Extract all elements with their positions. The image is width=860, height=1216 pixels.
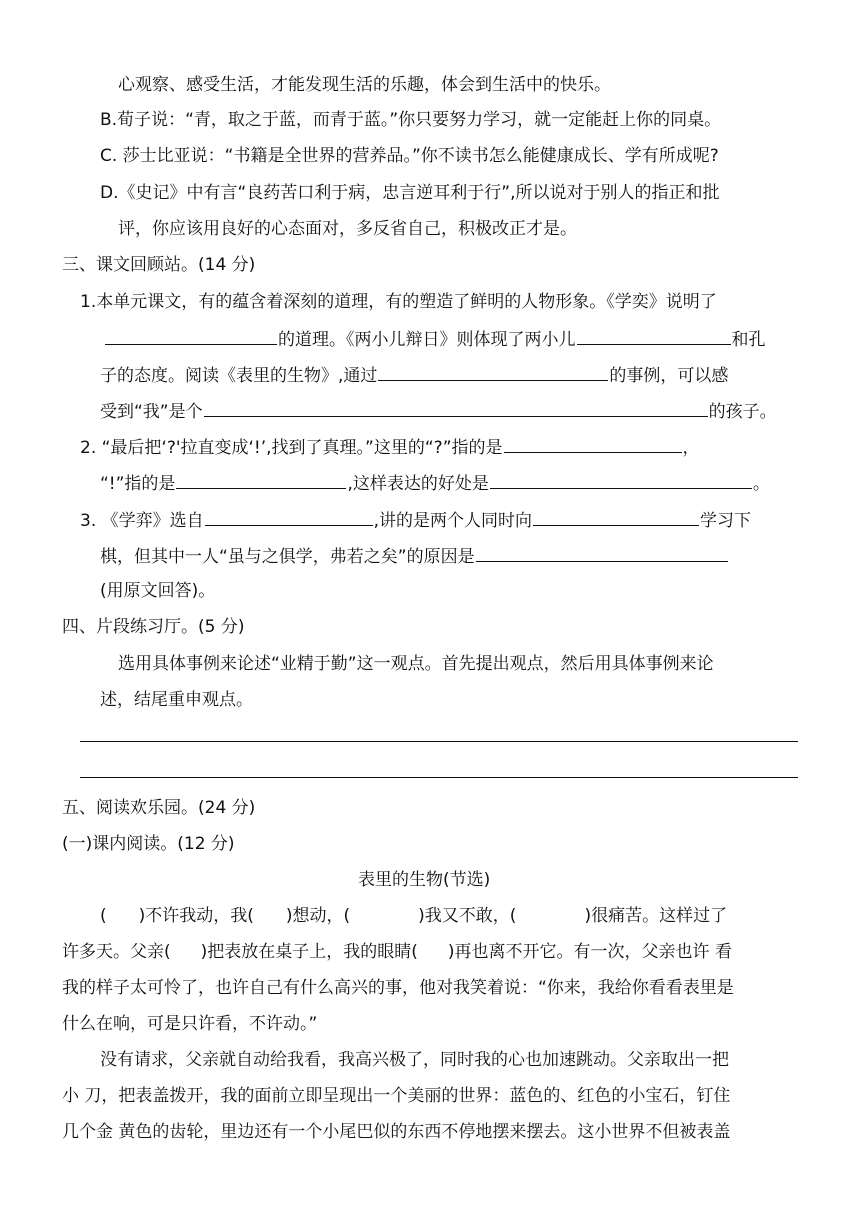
passage-text: )再也离不开它。有一次，父亲也许 看: [447, 942, 732, 962]
q1-line2: [104, 326, 766, 352]
section5-subheading: (一)课内阅读。(12 分): [62, 834, 235, 854]
q2-line1: [80, 434, 700, 460]
answer-blank[interactable]: [105, 326, 277, 345]
q1-line4: [100, 398, 777, 424]
passage-line6: 小 刀，把表盖拨开，我的面前立即呈现出一个美丽的世界：蓝色的、红色的小宝石，钉住: [62, 1086, 731, 1106]
q2-text: ,这样表达的好处是: [347, 474, 489, 494]
q2-line2: [100, 470, 770, 496]
passage-line1: [100, 904, 727, 928]
option-c: C. 莎士比亚说：“书籍是全世界的营养品。”你不读书怎么能健康成长、学有所成呢?: [100, 146, 719, 166]
q2-text: 2. “最后把‘?'拉直变成‘!’,找到了真理。”这里的“?”指的是: [80, 438, 503, 458]
passage-line5: 没有请求，父亲就自动给我看，我高兴极了，同时我的心也加速跳动。父亲取出一把: [100, 1050, 729, 1070]
answer-blank[interactable]: [476, 543, 728, 562]
option-d-line2: 评，你应该用良好的心态面对，多反省自己，积极改正才是。: [118, 219, 577, 239]
passage-text: )很痛苦。这样过了: [584, 906, 728, 926]
q3-text: 棋，但其中一人“虽与之俱学，弗若之矣”的原因是: [100, 547, 475, 567]
section5-heading: 五、阅读欢乐园。(24 分): [62, 798, 256, 818]
passage-text: )我又不敢，(: [418, 906, 517, 926]
option-d-line1: D.《史记》中有言“良药苦口利于病，忠言逆耳利于行”,所以说对于别人的指正和批: [100, 183, 720, 203]
q3-line3: (用原文回答)。: [100, 581, 216, 601]
answer-blank[interactable]: [504, 434, 682, 453]
q1-text: 受到“我”是个: [100, 402, 203, 422]
answer-blank[interactable]: [378, 362, 608, 381]
answer-blank[interactable]: [176, 470, 346, 489]
q2-text: “!”指的是: [100, 474, 176, 494]
q3-text: 学习下: [700, 511, 752, 531]
passage-text: )想动，(: [285, 906, 351, 926]
section3-heading: 三、课文回顾站。(14 分): [62, 255, 256, 275]
section4-heading: 四、片段练习厅。(5 分): [62, 617, 245, 637]
q2-text: 。: [752, 474, 770, 494]
q1-line1: 1.本单元课文，有的蕴含着深刻的道理，有的塑造了鲜明的人物形象。《学奕》说明了: [80, 292, 717, 312]
section4-prompt-line1: 选用具体事例来论述“业精于勤”这一观点。首先提出观点，然后用具体事例来论: [118, 654, 714, 674]
answer-blank[interactable]: [490, 470, 752, 489]
answer-blank[interactable]: [204, 398, 708, 417]
option-a-continued: 心观察、感受生活，才能发现生活的乐趣，体会到生活中的快乐。: [118, 75, 611, 95]
passage-text: )把表放在桌子上，我的眼睛(: [200, 942, 418, 962]
paren-open: (: [100, 906, 107, 926]
writing-line[interactable]: [80, 777, 798, 778]
passage-line3: 我的样子太可怜了，也许自己有什么高兴的事，他对我笑着说：“你来，我给你看看表里是: [62, 978, 734, 998]
q3-line1: [80, 507, 751, 533]
q1-text: 子的态度。阅读《表里的生物》,通过: [100, 366, 378, 386]
passage-line7: 几个金 黄色的齿轮，里边还有一个小尾巴似的东西不停地摆来摆去。这小世界不但被表盖: [62, 1122, 731, 1142]
q3-text: ,讲的是两个人同时向: [373, 511, 533, 531]
q3-line2: [100, 543, 729, 569]
q1-text: 的孩子。: [708, 402, 777, 422]
passage-title: 表里的生物(节选): [358, 870, 491, 890]
q2-text: ，: [682, 438, 700, 458]
passage-text: 许多天。父亲(: [62, 942, 171, 962]
q1-line3: [100, 362, 728, 388]
q3-text: 3. 《学弈》选自: [80, 511, 204, 531]
passage-line2: [62, 940, 732, 964]
q1-text: 的事例，可以感: [609, 366, 729, 386]
answer-blank[interactable]: [577, 326, 731, 345]
q1-text: 和孔: [731, 330, 766, 350]
writing-line[interactable]: [80, 741, 798, 742]
passage-text: )不许我动，我(: [138, 906, 254, 926]
passage-line4: 什么在响，可是只许看，不许动。”: [62, 1014, 318, 1034]
answer-blank[interactable]: [205, 507, 373, 526]
q1-text: 的道理。《两小儿辩日》则体现了两小儿: [278, 330, 576, 350]
answer-blank[interactable]: [533, 507, 699, 526]
option-b: B.荀子说：“青，取之于蓝，而青于蓝。”你只要努力学习，就一定能赶上你的同桌。: [100, 110, 722, 130]
section4-prompt-line2: 述，结尾重申观点。: [100, 690, 253, 710]
